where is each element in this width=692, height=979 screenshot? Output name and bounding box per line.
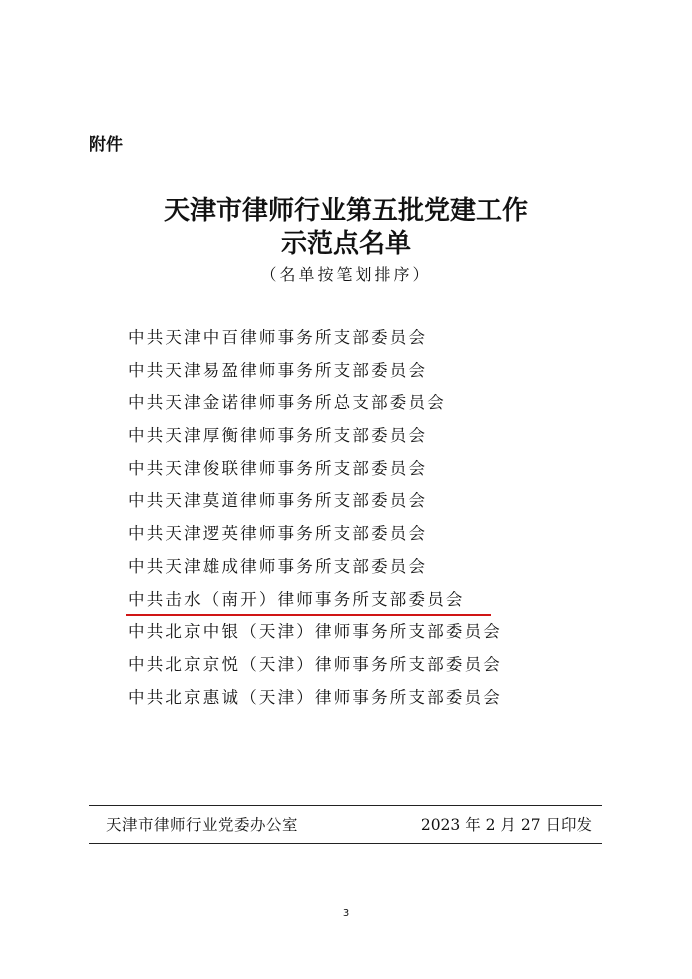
page-number: 3 xyxy=(342,908,350,919)
attachment-label: 附件 xyxy=(89,135,123,155)
list-item: 中共北京惠诚（天津）律师事务所支部委员会 xyxy=(128,687,502,707)
list-item: 中共天津俊联律师事务所支部委员会 xyxy=(128,458,428,478)
list-item: 中共击水（南开）律师事务所支部委员会 xyxy=(128,589,465,609)
document-subtitle: （名单按笔划排序） xyxy=(260,265,432,284)
footer-bottom-rule xyxy=(89,843,602,844)
list-item: 中共天津逻英律师事务所支部委员会 xyxy=(128,524,428,544)
red-underline-mark xyxy=(126,614,491,616)
list-item: 中共天津莫道律师事务所支部委员会 xyxy=(128,491,428,511)
footer-top-rule xyxy=(89,805,602,806)
list-item: 中共天津易盈律师事务所支部委员会 xyxy=(128,360,428,380)
list-item: 中共北京中银（天津）律师事务所支部委员会 xyxy=(128,622,502,642)
document-title-line1: 天津市律师行业第五批党建工作 xyxy=(163,196,528,226)
list-item: 中共天津中百律师事务所支部委员会 xyxy=(128,328,428,347)
footer-issuer: 天津市律师行业党委办公室 xyxy=(106,816,299,834)
list-item: 中共天津金诺律师事务所总支部委员会 xyxy=(128,393,446,413)
list-item: 中共天津厚衡律师事务所支部委员会 xyxy=(128,426,428,446)
demonstration-site-list xyxy=(128,322,502,714)
list-item: 中共天津雄成律师事务所支部委员会 xyxy=(128,556,428,576)
list-item: 中共北京京悦（天津）律师事务所支部委员会 xyxy=(128,654,502,674)
footer-date: 2023 年 2 月 27 日印发 xyxy=(420,816,592,834)
document-title-line2: 示范点名单 xyxy=(280,229,411,259)
